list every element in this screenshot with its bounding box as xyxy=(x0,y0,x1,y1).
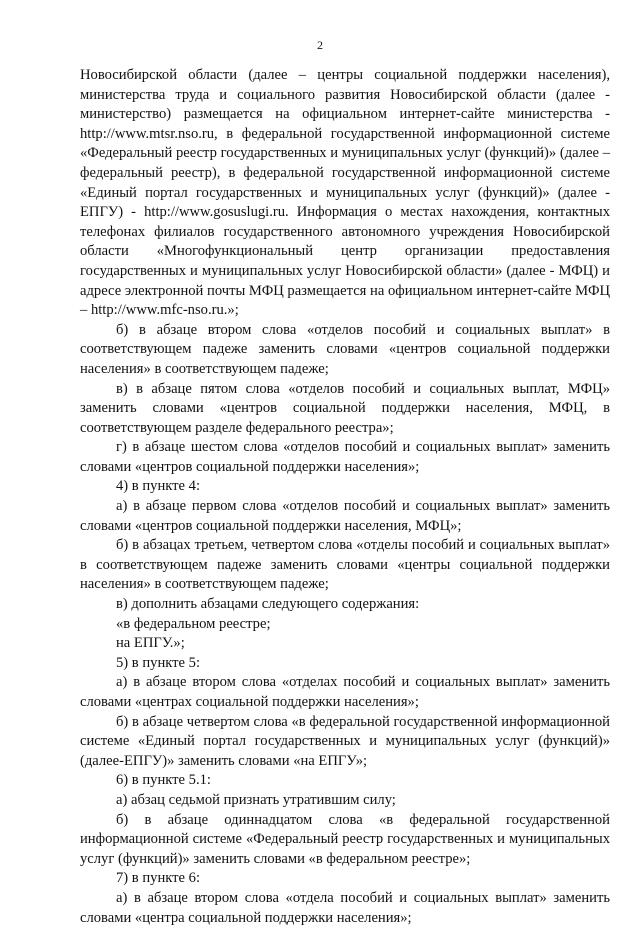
paragraph-item-5a: а) в абзаце втором слова «отделах пособий и социальных выплат» заменить словами «центрах социальной поддержки населения»; xyxy=(80,674,610,710)
paragraph-continuation: Новосибирской области (далее – центры социальной поддержки населения), министерства труда и социального развития Новосибирской области (далее - министерство) размещается на официальном интернет-сайте министерства - http://www.mtsr.nso.ru, в федеральной государственной информационной системе «Федеральный реестр государственных и муниципальных услуг (функций)» (далее – федеральный реестр), в федеральной государственной информационной системе «Единый портал государственных и муниципальных услуг (функций)» (далее - ЕПГУ) - http://www.gosuslugi.ru. Информация о местах нахождения, контактных телефонах филиалов государственного автономного учреждения Новосибирской области «Многофункциональный центр организации предоставления государственных и муниципальных услуг Новосибирской области» (далее - МФЦ) и адресе электронной почты МФЦ размещается на официальном интернет-сайте МФЦ – http://www.mfc-nso.ru.»; xyxy=(80,67,611,319)
page-number: 2 xyxy=(317,38,323,52)
paragraph-item-3b: б) в абзаце втором слова «отделов пособий и социальных выплат» в соответствующем падеже заменить словами «центров социальной поддержки населения» в соответствующем падеже; xyxy=(80,321,610,377)
paragraph-item-6a: а) абзац седьмой признать утратившим силу; xyxy=(116,791,396,808)
paragraph-item-3v: в) в абзаце пятом слова «отделов пособий и социальных выплат, МФЦ» заменить словами «центров социальной поддержки населения, МФЦ, в соответствующем разделе федерального реестра»; xyxy=(80,380,610,436)
paragraph-quote-federal-registry: «в федеральном реестре; xyxy=(116,615,271,632)
paragraph-point-4: 4) в пункте 4: xyxy=(116,478,201,495)
document-body xyxy=(80,66,610,928)
paragraph-point-7: 7) в пункте 6: xyxy=(116,870,201,887)
paragraph-item-5b: б) в абзаце четвертом слова «в федеральной государственной информационной системе «Единый портал государственных и муниципальных услуг (функций)» (далее-ЕПГУ)» заменить словами «на ЕПГУ»; xyxy=(80,713,610,769)
paragraph-item-4a: а) в абзаце первом слова «отделов пособий и социальных выплат» заменить словами «центров социальной поддержки населения, МФЦ»; xyxy=(80,498,610,534)
paragraph-item-4v: в) дополнить абзацами следующего содержания: xyxy=(116,596,420,613)
paragraph-point-5: 5) в пункте 5: xyxy=(116,654,201,671)
paragraph-quote-epgu: на ЕПГУ.»; xyxy=(116,635,185,652)
paragraph-item-4b: б) в абзацах третьем, четвертом слова «отделы пособий и социальных выплат» в соответствующем падеже заменить словами «центры социальной поддержки населения» в соответствующем падеже; xyxy=(80,537,610,593)
paragraph-item-6b: б) в абзаце одиннадцатом слова «в федеральной государственной информационной системе «Федеральный реестр государственных и муниципальных услуг (функций)» заменить словами «в федеральном реестре»; xyxy=(80,811,610,867)
paragraph-point-6: 6) в пункте 5.1: xyxy=(116,772,211,789)
paragraph-item-3g: г) в абзаце шестом слова «отделов пособий и социальных выплат» заменить словами «центров социальной поддержки населения»; xyxy=(80,439,610,475)
paragraph-item-7a: а) в абзаце втором слова «отдела пособий и социальных выплат» заменить словами «центра социальной поддержки населения»; xyxy=(80,889,610,926)
